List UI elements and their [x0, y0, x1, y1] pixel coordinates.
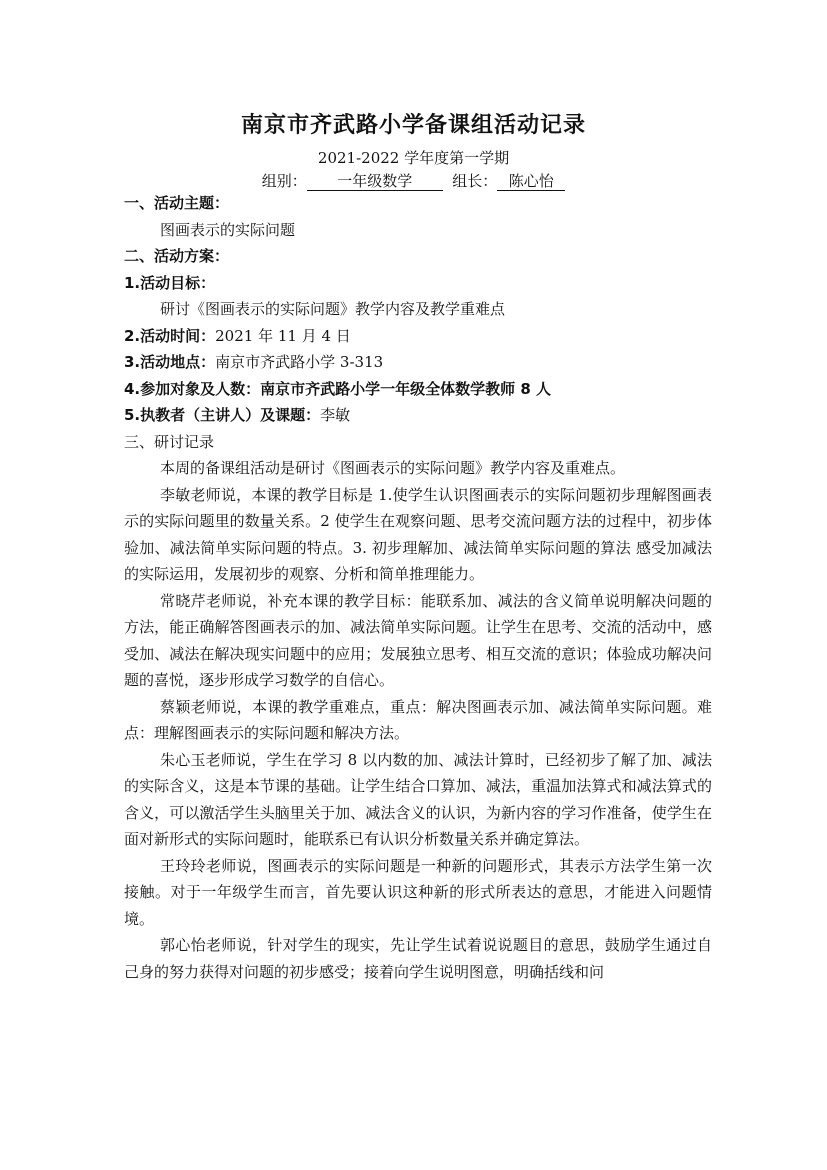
item-time	[124, 323, 712, 350]
record-paragraph: 郭心怡老师说，针对学生的现实，先让学生试着说说题目的意思，鼓励学生通过自己身的努力获得对问题的初步感受；接着向学生说明图意，明确括线和问	[124, 936, 712, 981]
item-goal-text: 研讨《图画表示的实际问题》教学内容及教学重难点	[160, 300, 506, 318]
item-place-value: 南京市齐武路小学 3-313	[215, 353, 384, 371]
school-year: 2021-2022 学年度第一学期	[317, 149, 510, 167]
item-participants	[124, 376, 712, 403]
item-participants-value: 南京市齐武路小学一年级全体数学教师 8 人	[260, 379, 552, 398]
record-paragraph: 王玲玲老师说，图画表示的实际问题是一种新的问题形式，其表示方法学生第一次接触。对于一年级学生而言，首先要认识这种新的形式所表达的意思，才能进入问题情境。	[124, 856, 712, 928]
item-time-value: 2021 年 11 月 4 日	[215, 326, 351, 345]
group-label: 组别：	[261, 172, 307, 190]
section-heading-theme: 一、活动主题：	[124, 194, 230, 212]
record-paragraph: 朱心玉老师说，学生在学习 8 以内数的加、减法计算时，已经初步了解了加、减法的实际含义，这是本节课的基础。让学生结合口算加、减法，重温加法算式和减法算式的含义，可以激活学生头脑里关于加、减法含义的认识，为新内容的学习作准备，使学生在面对新形式的实际问题时，能联系已有认识分析数量关系并确定算法。	[124, 750, 712, 848]
item-presenter-label: 5.执教者（主讲人）及课题：	[124, 406, 321, 424]
record-paragraph: 本周的备课组活动是研讨《图画表示的实际问题》教学内容及重难点。	[160, 459, 626, 477]
leader-value: 陈心怡	[497, 172, 565, 191]
section-heading-record: 三、研讨记录	[124, 432, 215, 451]
document-body	[124, 190, 712, 985]
section-heading-plan: 二、活动方案：	[124, 247, 230, 265]
leader-label: 组长：	[452, 172, 498, 190]
theme-text: 图画表示的实际问题	[160, 220, 296, 239]
document-title: 南京市齐武路小学备课组活动记录	[240, 112, 586, 138]
record-paragraph: 李敏老师说，本课的教学目标是 1.使学生认识图画表示的实际问题初步理解图画表示的实际问题里的数量关系。2 使学生在观察问题、思考交流问题方法的过程中，初步体验加、减法简单实际问题的特点。3. 初步理解加、减法简单实际问题的算法 感受加减法的实际运用，发展初步的观察、分析和简单推理能力。	[124, 485, 712, 583]
group-value: 一年级数学	[307, 172, 443, 191]
group-line	[0, 170, 827, 191]
item-place-label: 3.活动地点：	[124, 353, 216, 371]
item-goal-label: 1.活动目标：	[124, 273, 216, 292]
item-presenter-value: 李敏	[320, 406, 351, 424]
item-time-label: 2.活动时间：	[124, 326, 216, 345]
record-paragraph: 常晓芹老师说，补充本课的教学目标：能联系加、减法的含义简单说明解决问题的方法，能正确解答图画表示的加、减法简单实际问题。让学生在思考、交流的活动中，感受加、减法在解决现实问题中的应用；发展独立思考、相互交流的意识；体验成功解决问题的喜悦，逐步形成学习数学的自信心。	[124, 591, 712, 689]
record-paragraph: 蔡颖老师说，本课的教学重难点，重点：解决图画表示加、减法简单实际问题。难点：理解图画表示的实际问题和解决方法。	[124, 697, 712, 742]
item-place	[124, 349, 712, 376]
item-presenter	[124, 402, 712, 429]
item-participants-label: 4.参加对象及人数：	[124, 379, 261, 398]
